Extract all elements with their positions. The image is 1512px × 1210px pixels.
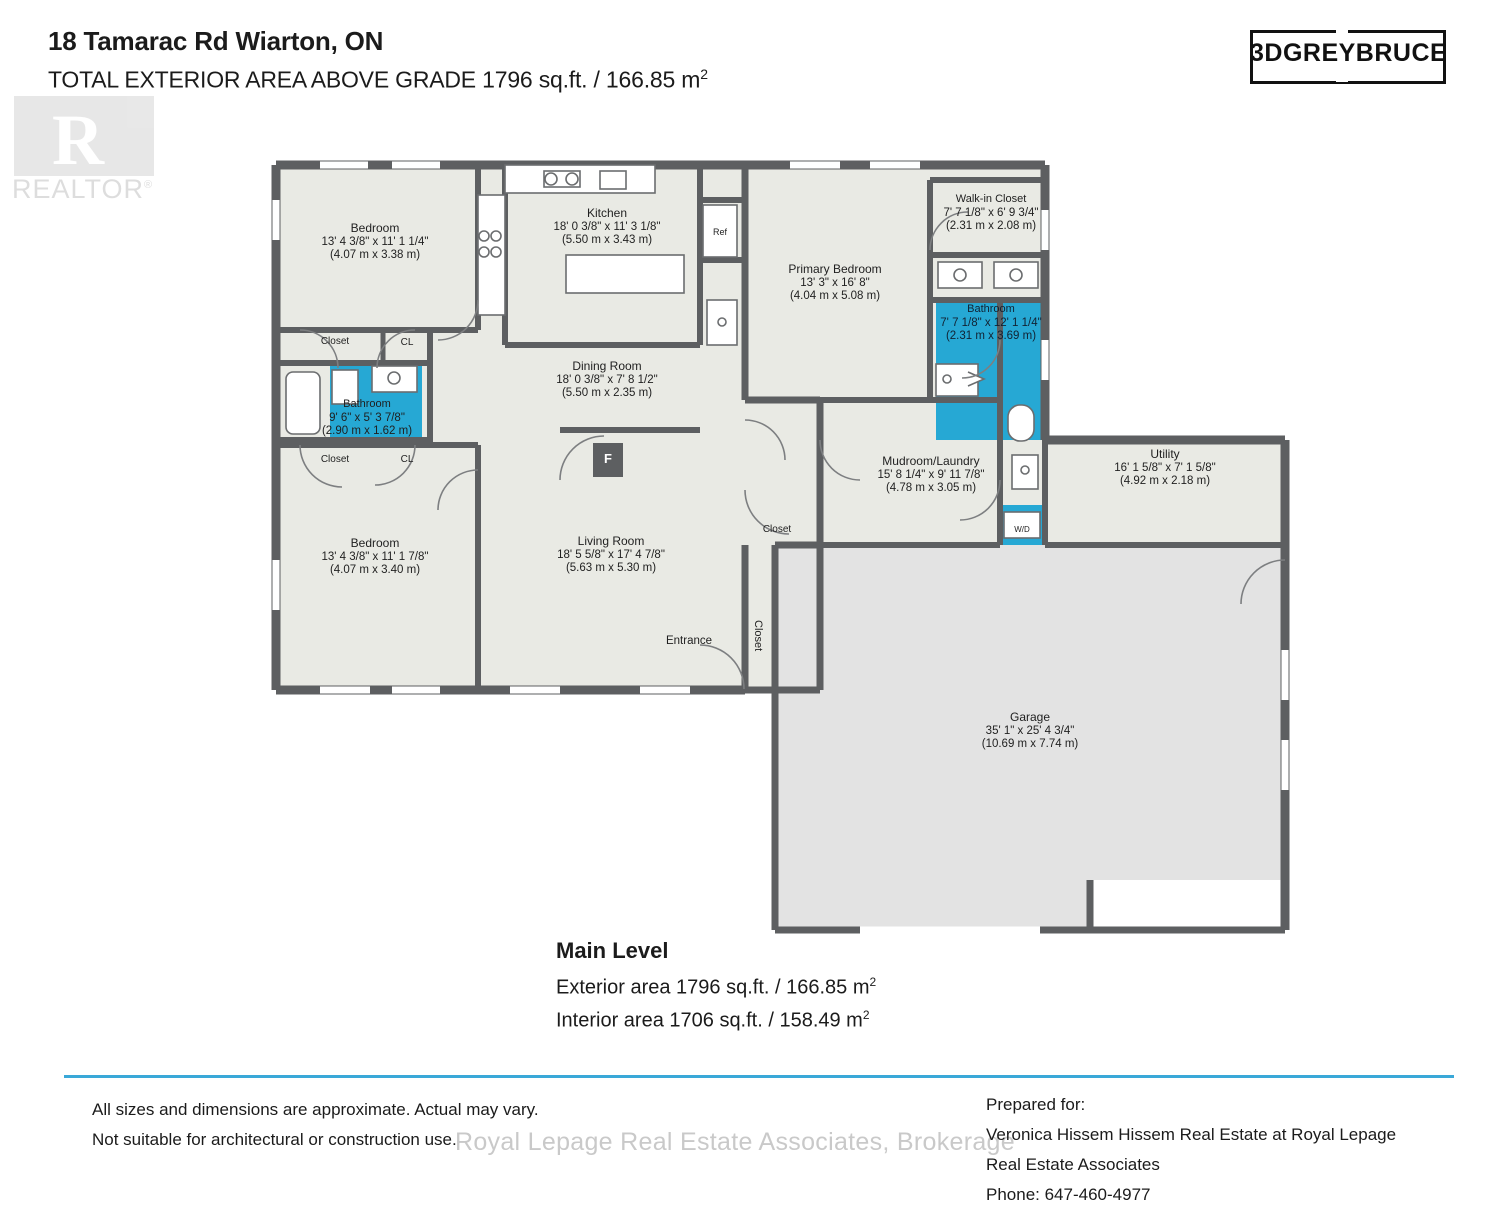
- room-label-kitchen: Kitchen 18' 0 3/8" x 11' 3 1/8" (5.50 m x 3.43 m): [553, 206, 661, 246]
- room-label-bedroom-2: Bedroom 13' 4 3/8" x 11' 1 7/8" (4.07 m x 3.40 m): [321, 536, 429, 576]
- prepared-for-phone: Phone: 647-460-4977: [986, 1185, 1151, 1204]
- label-entrance: Entrance: [665, 635, 713, 647]
- room-label-dining-room: Dining Room 18' 0 3/8" x 7' 8 1/2" (5.50 m x 2.35 m): [556, 359, 658, 399]
- disclaimer-line-2: Not suitable for architectural or construction use.: [92, 1130, 457, 1149]
- realtor-registered-mark: ®: [144, 179, 154, 191]
- disclaimer-line-1: All sizes and dimensions are approximate. Actual may vary.: [92, 1100, 539, 1119]
- room-label-bathroom-primary: Bathroom 7' 7 1/8" x 12' 1 1/4" (2.31 m x 3.69 m): [940, 303, 1042, 342]
- room-label-bathroom-left: Bathroom 9' 6" x 5' 3 7/8" (2.90 m x 1.62 m): [321, 398, 413, 437]
- total-area-text: TOTAL EXTERIOR AREA ABOVE GRADE 1796 sq.ft. / 166.85 m: [48, 66, 701, 93]
- label-closet-mid: Closet: [762, 524, 792, 535]
- room-label-walk-in-closet: Walk-in Closet 7' 7 1/8" x 6' 9 3/4" (2.31 m x 2.08 m): [943, 193, 1039, 232]
- level-interior-superscript: 2: [862, 1008, 870, 1022]
- level-interior-area: [556, 1008, 870, 1033]
- room-label-primary-bedroom: Primary Bedroom 13' 3" x 16' 8" (4.04 m x 5.08 m): [788, 262, 882, 302]
- level-exterior-superscript: 2: [869, 975, 877, 989]
- room-label-garage: Garage 35' 1" x 25' 4 3/4" (10.69 m x 7.74 m): [981, 710, 1079, 750]
- label-closet-bottom-left: Closet: [320, 454, 350, 465]
- level-interior-text: Interior area 1706 sq.ft. / 158.49 m: [556, 1009, 863, 1032]
- page-title: 18 Tamarac Rd Wiarton, ON: [48, 26, 384, 56]
- prepared-for-name: Veronica Hissem Hissem Real Estate at Royal Lepage: [986, 1125, 1397, 1144]
- room-label-utility: Utility 16' 1 5/8" x 7' 1 5/8" (4.92 m x 2.18 m): [1114, 447, 1216, 487]
- label-refrigerator: Ref: [712, 227, 727, 237]
- brand-logo-text: 3DGREYBRUCE: [1250, 39, 1448, 67]
- label-furnace: F: [604, 451, 612, 466]
- room-label-mudroom-laundry: Mudroom/Laundry 15' 8 1/4" x 9' 11 7/8" (4.78 m x 3.05 m): [877, 454, 985, 494]
- label-closet-entrance: Closet: [752, 620, 764, 652]
- label-closet-top-left: Closet: [320, 336, 350, 347]
- prepared-for-label: Prepared for:: [986, 1095, 1086, 1114]
- label-cl-bottom: CL: [400, 454, 414, 465]
- room-label-living-room: Living Room 18' 5 5/8" x 17' 4 7/8" (5.63 m x 5.30 m): [557, 534, 665, 574]
- level-exterior-text: Exterior area 1796 sq.ft. / 166.85 m: [556, 976, 870, 999]
- level-title: Main Level: [556, 938, 669, 963]
- realtor-logo-letter: R: [52, 100, 104, 180]
- brokerage-watermark: Royal Lepage Real Estate Associates, Brokerage: [455, 1128, 1015, 1156]
- prepared-for-block: [986, 1090, 1396, 1210]
- realtor-word: REALTOR: [12, 174, 145, 204]
- level-exterior-area: [556, 975, 876, 1000]
- label-washer-dryer: W/D: [1014, 525, 1030, 534]
- total-area-superscript: 2: [700, 66, 708, 82]
- prepared-for-company: Real Estate Associates: [986, 1155, 1160, 1174]
- room-label-bedroom-1: Bedroom 13' 4 3/8" x 11' 1 1/4" (4.07 m x 3.38 m): [321, 221, 429, 261]
- label-cl-top: CL: [400, 337, 414, 348]
- footer-divider: [64, 1075, 1454, 1078]
